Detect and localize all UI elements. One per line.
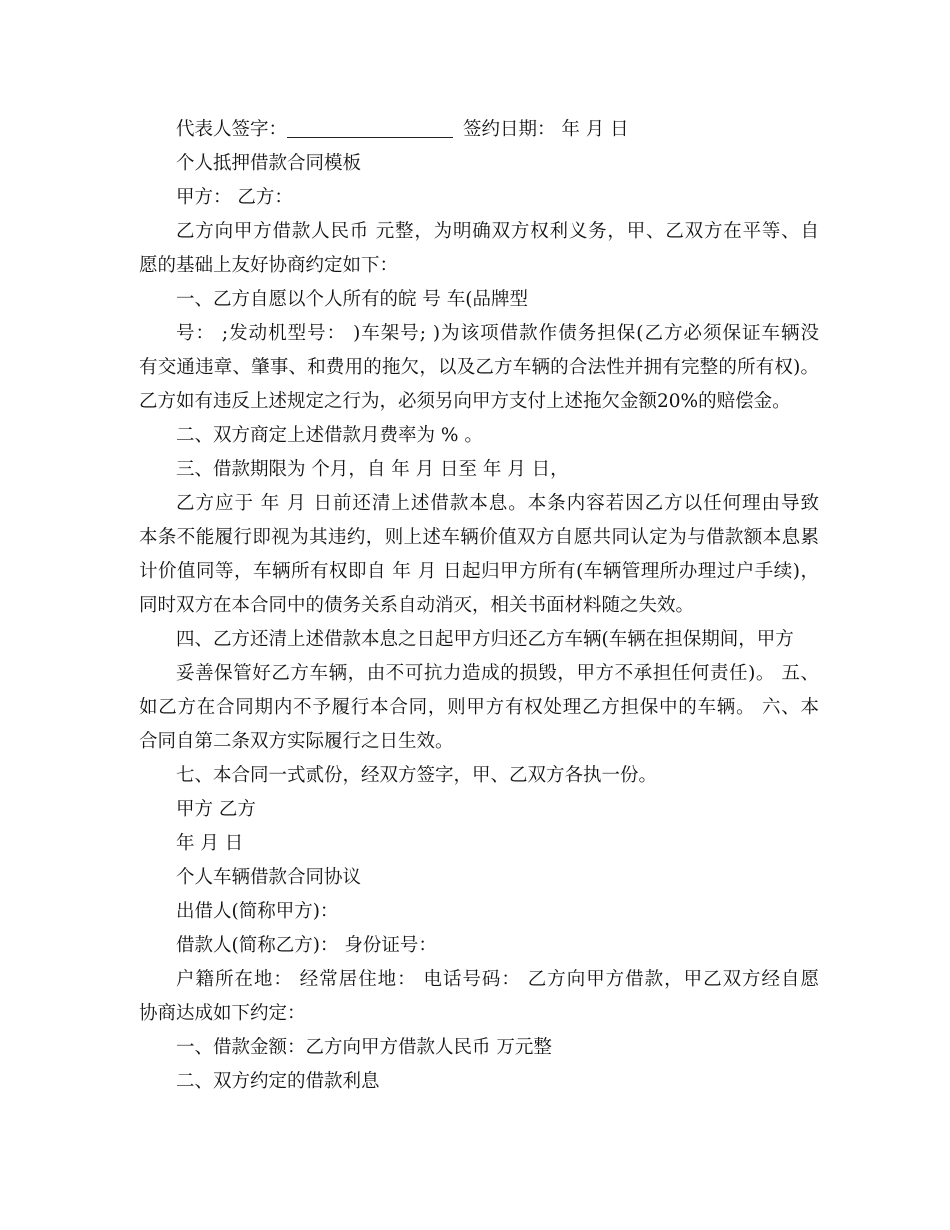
borrower-line: 借款人(简称乙方)： 身份证号： (176, 935, 437, 956)
signing-date-value: 年 月 日 (555, 119, 629, 140)
interest-clause: 二、双方约定的借款利息 (176, 1071, 380, 1092)
representative-signature-label: 代表人签字： (176, 119, 288, 140)
party-signature-line: 甲方 乙方 (176, 799, 256, 820)
repayment-line-3: 计价值同等，车辆所有权即自 年 月 日起归甲方所有(车辆管理所办理过户手续)， (139, 561, 819, 582)
clause-seven: 七、本合同一式贰份，经双方签字，甲、乙双方各执一份。 (176, 765, 658, 786)
clause-five-six-line: 如乙方在合同期内不予履行本合同，则甲方有权处理乙方担保中的车辆。 六、本 (139, 697, 819, 718)
repayment-line-2: 本条不能履行即视为其违约，则上述车辆价值双方自愿共同认定为与借款额本息累 (139, 527, 819, 548)
repayment-line-4: 同时双方在本合同中的债务关系自动消灭，相关书面材料随之失效。 (139, 595, 695, 616)
borrower-details-line-2: 协商达成如下约定： (139, 1003, 306, 1024)
signature-line (176, 115, 819, 145)
date-line: 年 月 日 (176, 833, 244, 854)
clause-four-line-2: 妥善保管好乙方车辆，由不可抗力造成的损毁，甲方不承担任何责任)。 五、 (176, 663, 819, 684)
borrower-details-line-1: 户籍所在地： 经常居住地： 电话号码： 乙方向甲方借款，甲乙双方经自愿 (176, 969, 819, 990)
repayment-line-1: 乙方应于 年 月 日前还清上述借款本息。本条内容若因乙方以任何理由导致 (176, 493, 819, 514)
clause-two: 二、双方商定上述借款月费率为 % 。 (176, 425, 483, 446)
preamble-line-2: 愿的基础上友好协商约定如下： (139, 255, 399, 276)
contract-title-mortgage-loan: 个人抵押借款合同模板 (176, 153, 362, 174)
clause-one-line-3: 有交通违章、肇事、和费用的拖欠，以及乙方车辆的合法性并拥有完整的所有权)。 (139, 357, 819, 378)
preamble-line-1: 乙方向甲方借款人民币 元整，为明确双方权利义务，甲、乙双方在平等、自 (176, 221, 819, 242)
lender-line: 出借人(简称甲方)： (176, 901, 339, 922)
party-line: 甲方： 乙方： (176, 187, 293, 208)
clause-one-line-2: 号： ;发动机型号： )车架号; )为该项借款作债务担保(乙方必须保证车辆没 (176, 323, 819, 344)
loan-amount-clause: 一、借款金额：乙方向甲方借款人民币 万元整 (176, 1037, 552, 1058)
clause-three-line-1: 三、借款期限为 个月，自 年 月 日至 年 月 日， (176, 459, 569, 480)
clause-six-line: 合同自第二条双方实际履行之日生效。 (139, 731, 454, 752)
contract-title-vehicle-loan: 个人车辆借款合同协议 (176, 867, 362, 888)
clause-four-line-1: 四、乙方还清上述借款本息之日起甲方归还乙方车辆(车辆在担保期间，甲方 (176, 629, 794, 650)
signing-date-label: 签约日期： (463, 119, 556, 140)
signature-blank-field (287, 120, 453, 138)
clause-one-line-1: 一、乙方自愿以个人所有的皖 号 车(品牌型 (176, 289, 528, 310)
clause-one-line-4: 乙方如有违反上述规定之行为，必须另向甲方支付上述拖欠金额20%的赔偿金。 (139, 391, 791, 412)
